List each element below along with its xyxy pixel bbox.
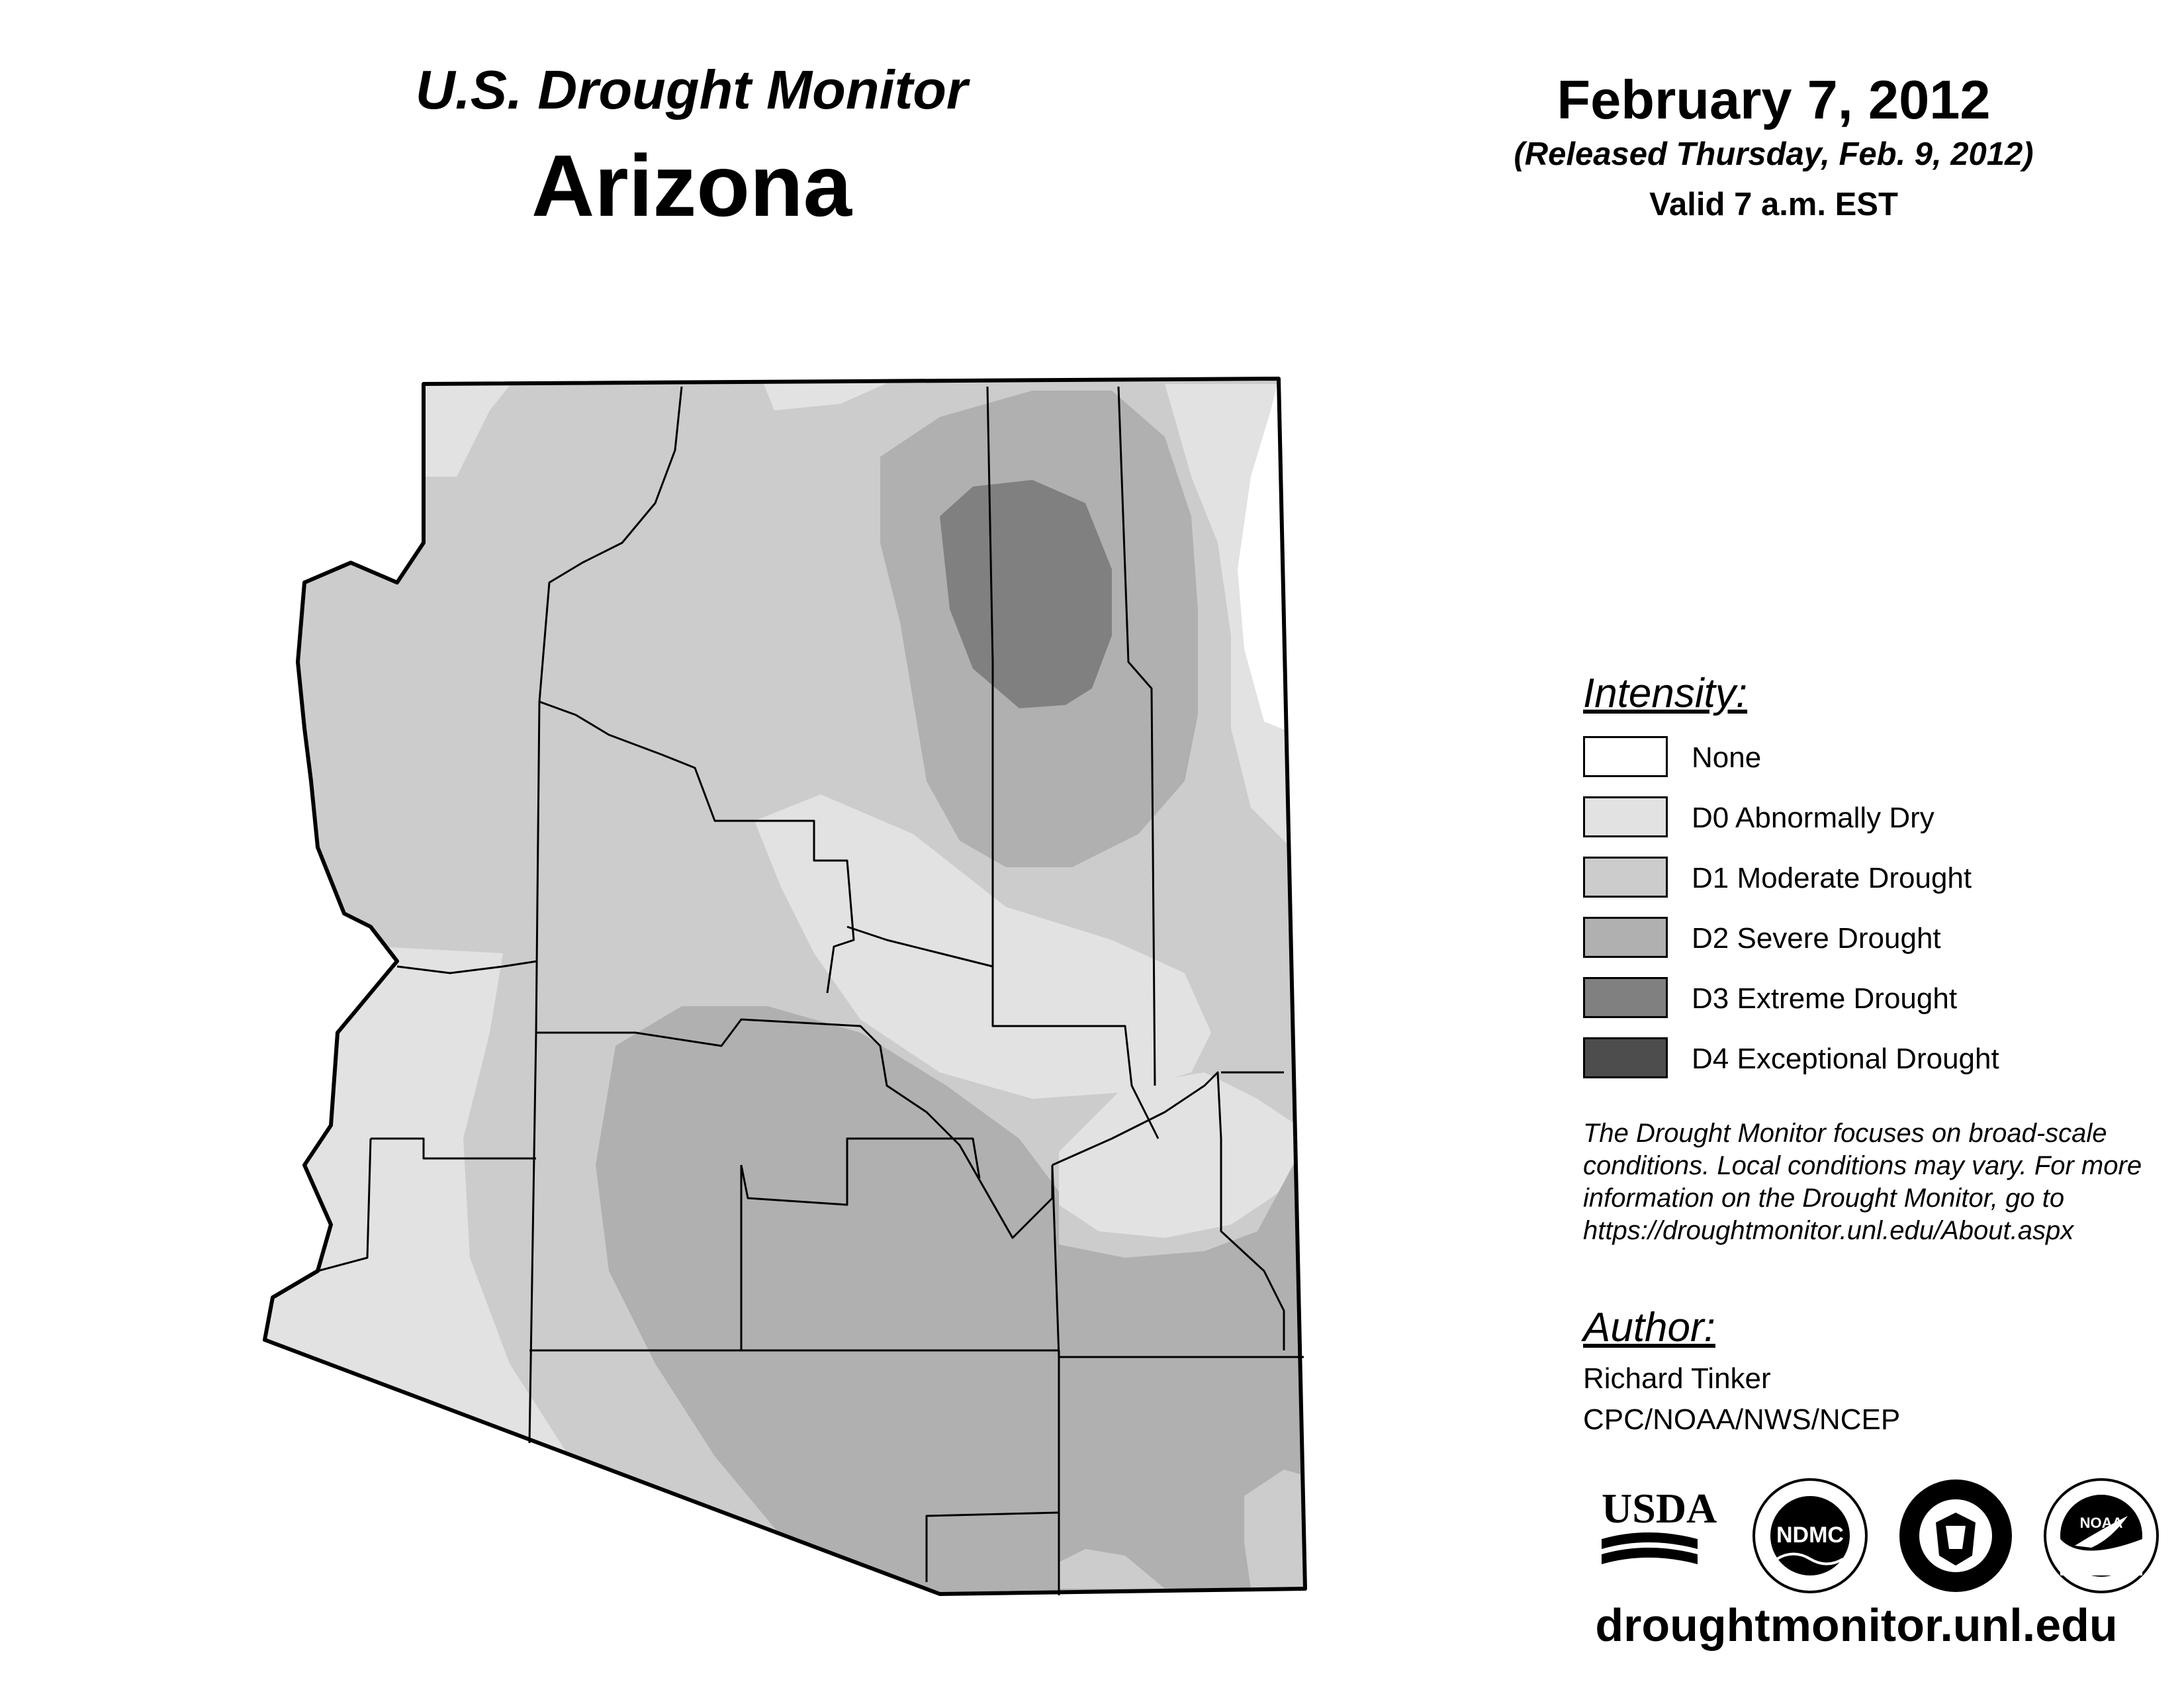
ndmc-logo <box>1754 1479 1866 1592</box>
author-org: CPC/NOAA/NWS/NCEP <box>1583 1403 1901 1436</box>
partner-logos <box>1588 1476 2171 1595</box>
usda-logo <box>1602 1485 1717 1564</box>
legend-swatch <box>1583 1037 1668 1078</box>
usda-logo-text: USDA <box>1602 1485 1717 1532</box>
noaa-logo-text: NOAA <box>2079 1515 2123 1531</box>
legend-swatch <box>1583 736 1668 777</box>
ndmc-logo-text: NDMC <box>1776 1523 1844 1548</box>
noaa-logo <box>2045 1479 2158 1592</box>
legend-swatch <box>1583 857 1668 898</box>
author-name: Richard Tinker <box>1583 1362 1771 1395</box>
drought-areas <box>251 371 1324 1602</box>
commerce-seal-logo <box>1899 1479 2012 1592</box>
legend-swatch <box>1583 796 1668 837</box>
legend-label: D2 Severe Drought <box>1692 922 1941 955</box>
legend-label: D1 Moderate Drought <box>1692 862 1972 894</box>
product-title: U.S. Drought Monitor <box>415 59 968 120</box>
map-date: February 7, 2012 <box>1557 69 1991 130</box>
legend-label: None <box>1692 741 1762 774</box>
legend-swatch <box>1583 977 1668 1018</box>
author-heading: Author: <box>1583 1305 1715 1350</box>
disclaimer-text: The Drought Monitor focuses on broad-scale conditions. Local conditions may vary. For more information on the Drought Monitor, go to https://droughtmonitor.unl.edu/About.aspx <box>1583 1119 2142 1245</box>
legend-heading: Intensity: <box>1583 671 1748 716</box>
legend-label: D4 Exceptional Drought <box>1692 1043 1999 1075</box>
state-title: Arizona <box>531 137 852 234</box>
valid-time: Valid 7 a.m. EST <box>1649 187 1898 222</box>
legend-label: D0 Abnormally Dry <box>1692 802 1934 834</box>
website-link[interactable]: droughtmonitor.unl.edu <box>1595 1599 2118 1651</box>
legend-label: D3 Extreme Drought <box>1692 982 1958 1015</box>
release-date: (Released Thursday, Feb. 9, 2012) <box>1514 136 2034 172</box>
legend-swatch <box>1583 917 1668 958</box>
